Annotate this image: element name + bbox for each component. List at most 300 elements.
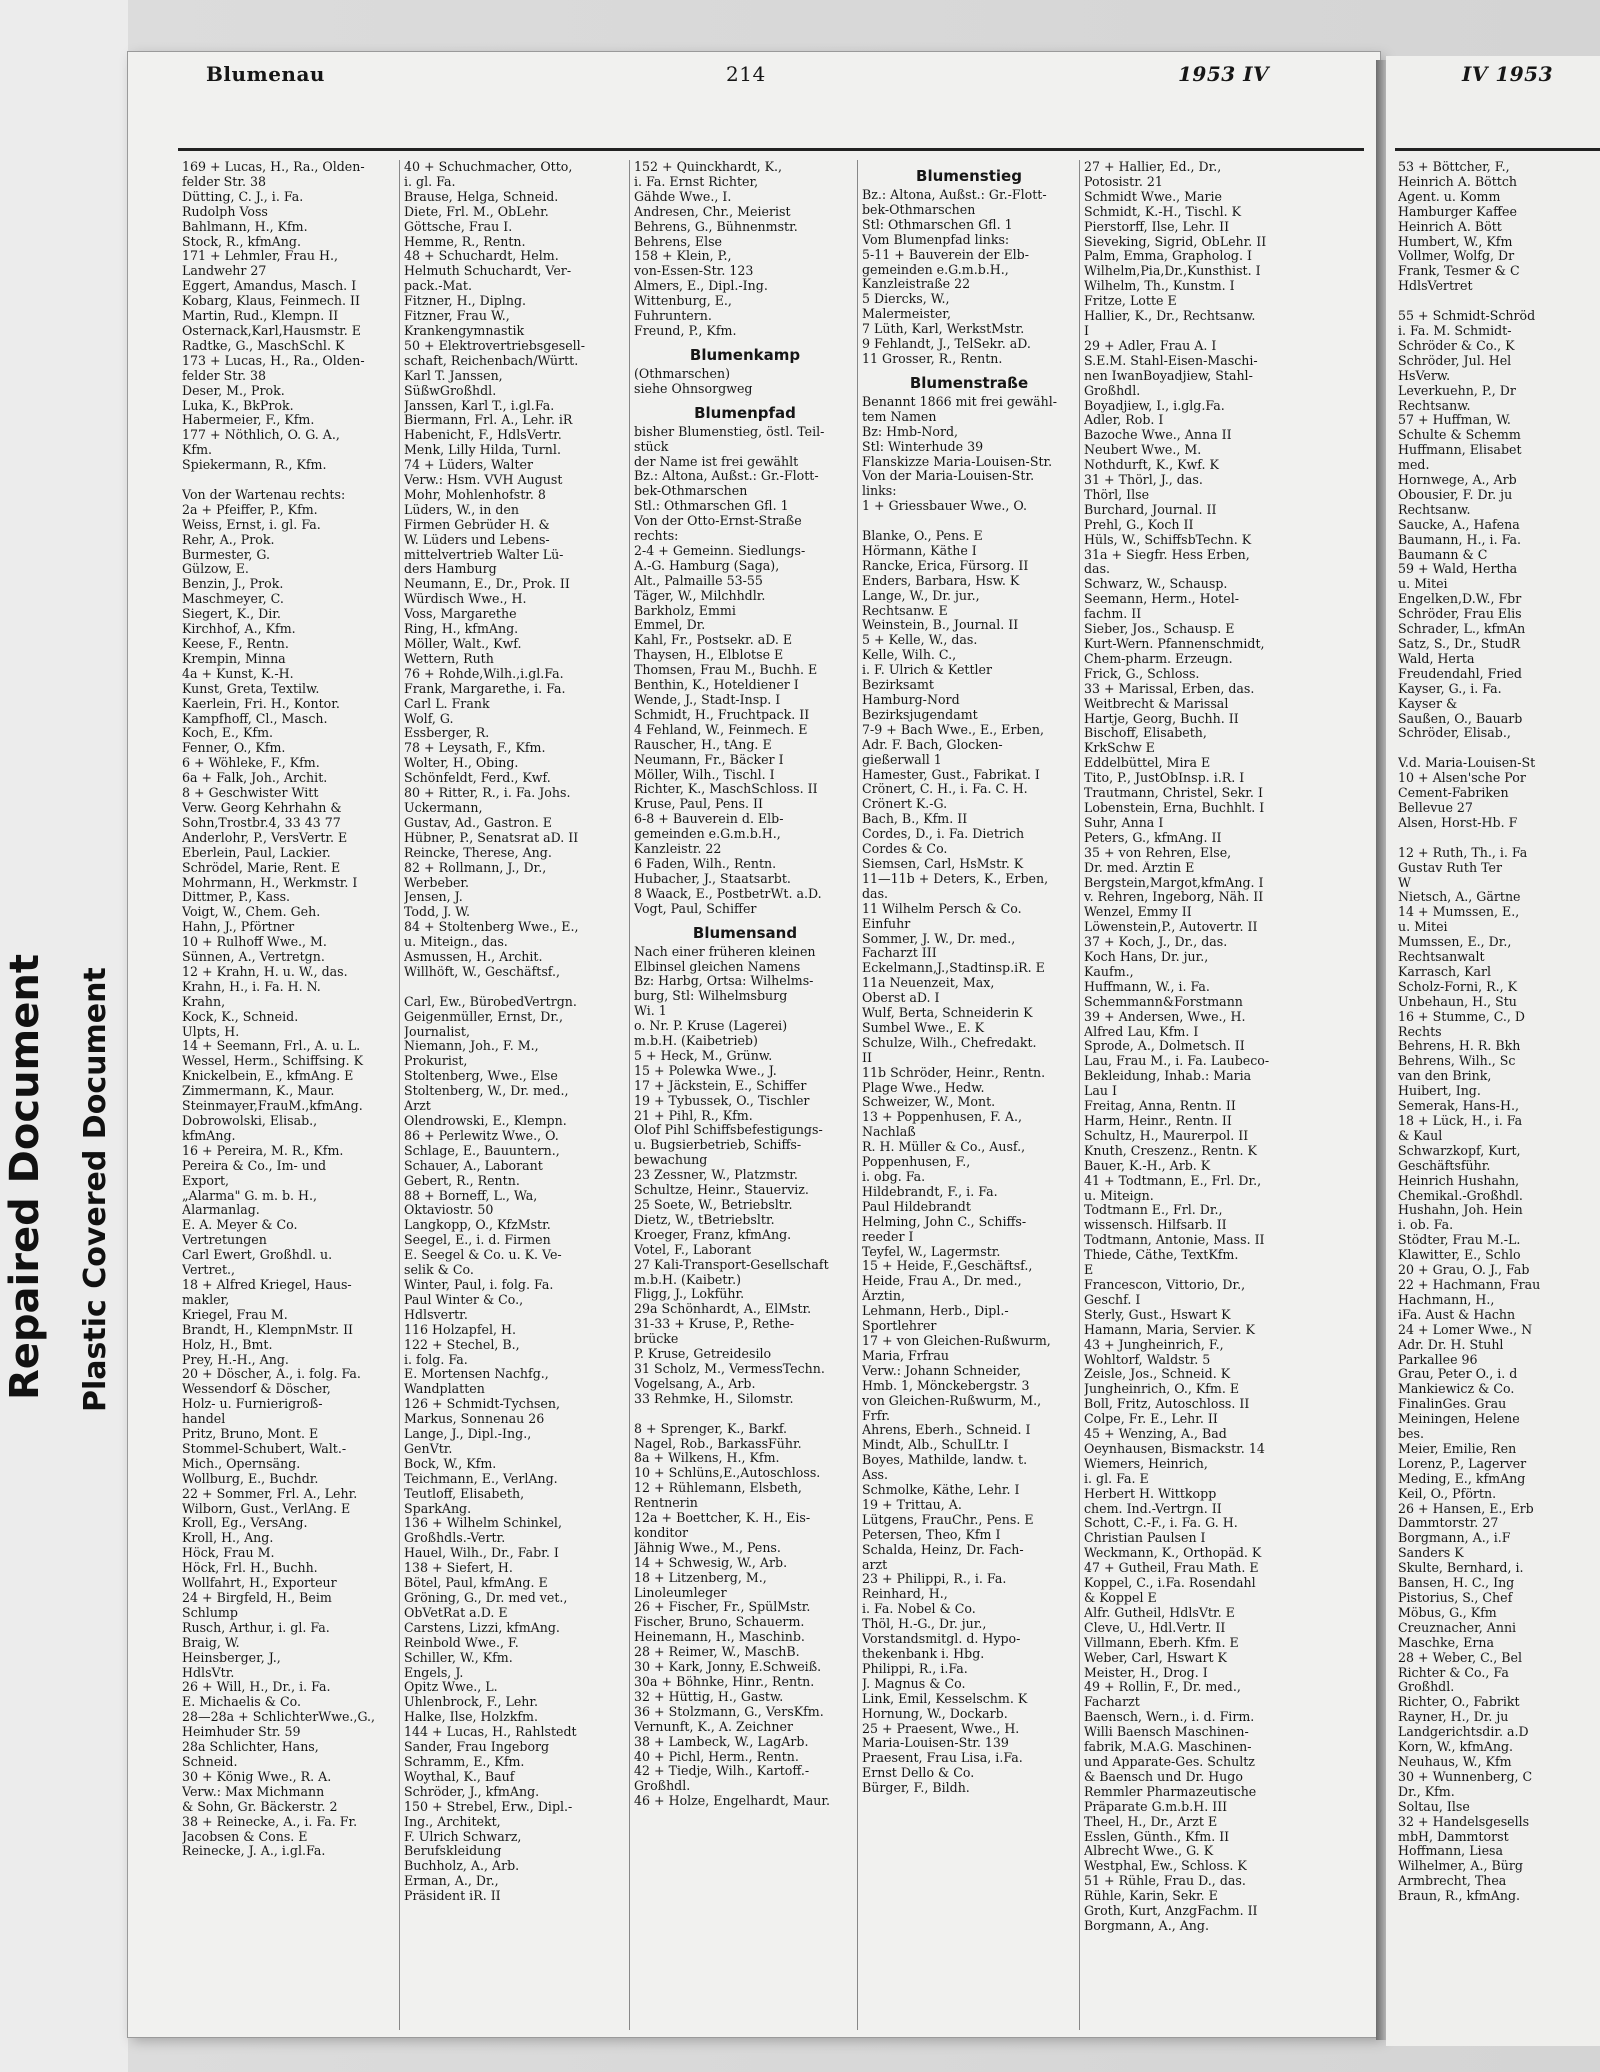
directory-line: Schiller, W., Kfm.	[404, 1650, 513, 1665]
directory-line: bewachung	[634, 1153, 708, 1168]
directory-line: Verw.: Johann Schneider,	[862, 1363, 1021, 1378]
directory-line: Sportlehrer	[862, 1319, 937, 1334]
directory-line: 11 Grosser, R., Rentn.	[862, 351, 1003, 366]
directory-line: Schlump	[182, 1605, 238, 1620]
directory-line: KrkSchw E	[1084, 741, 1155, 756]
directory-line: Schröder, Jul. Hel	[1398, 353, 1512, 368]
side-label-plastic: Plastic Covered Document	[78, 967, 113, 1412]
directory-line: 24 + Lomer Wwe., N	[1398, 1322, 1533, 1337]
directory-line: Wilborn, Gust., VerlAng. E	[182, 1501, 351, 1516]
directory-line: Landgerichtsdir. a.D	[1398, 1725, 1529, 1740]
directory-line: mittelvertrieb Walter Lü-	[404, 547, 564, 562]
directory-line: nen IwanBoyadjiew, Stahl-	[1084, 368, 1253, 383]
text-column-3	[634, 160, 856, 2030]
directory-line: Freudendahl, Fried	[1398, 666, 1522, 681]
directory-line: Kroll, H., Ang.	[182, 1531, 274, 1546]
directory-line: Obousier, F. Dr. ju	[1398, 487, 1513, 502]
directory-line: Elbinsel gleichen Namens	[634, 959, 801, 974]
directory-line: 36 + Stolzmann, G., VersKfm.	[634, 1704, 824, 1719]
directory-line: Adr. Dr. H. Stuhl	[1398, 1337, 1504, 1352]
directory-line: Trautmann, Christel, Sekr. I	[1084, 786, 1263, 801]
directory-line: Westphal, Ew., Schloss. K	[1084, 1859, 1247, 1874]
directory-line: Neumann, Fr., Bäcker I	[634, 752, 784, 767]
directory-line: Hartje, Georg, Buchh. II	[1084, 711, 1239, 726]
column-divider	[857, 160, 858, 2030]
directory-line: Meier, Emilie, Ren	[1398, 1441, 1517, 1456]
directory-line: Kayser, G., i. Fa.	[1398, 681, 1502, 696]
text-column-4	[862, 160, 1076, 2030]
directory-line: 38 + Reinecke, A., i. Fa. Fr.	[182, 1814, 358, 1829]
directory-line: Dobrowolski, Elisab.,	[182, 1114, 318, 1128]
directory-line: Rechtsanw.	[1398, 398, 1471, 413]
directory-line: Mankiewicz & Co.	[1398, 1382, 1515, 1397]
directory-line: Voigt, W., Chem. Geh.	[182, 905, 321, 920]
directory-line: Rechtsanwalt	[1398, 950, 1485, 965]
directory-line: Prehl, G., Koch II	[1084, 517, 1194, 532]
directory-line: Kanzleistraße 22	[862, 277, 971, 292]
directory-line: Stl: Othmarschen Gfl. 1	[862, 217, 1013, 232]
directory-line: W. Lüders und Lebens-	[404, 532, 550, 547]
directory-line: 27 Kali-Transport-Gesellschaft	[634, 1257, 829, 1272]
directory-line: 20 + Grau, O. J., Fab	[1398, 1263, 1530, 1278]
directory-line: 6-8 + Bauverein d. Elb-	[634, 812, 784, 827]
directory-line: 40 + Schuchmacher, Otto,	[404, 160, 573, 174]
directory-line: Flanskizze Maria-Louisen-Str.	[862, 454, 1053, 469]
directory-line: 82 + Rollmann, J., Dr.,	[404, 860, 547, 875]
directory-line: 4a + Kunst, K.-H.	[182, 666, 294, 681]
header-rule	[178, 148, 1364, 151]
directory-line: Humbert, W., Kfm	[1398, 234, 1513, 249]
directory-line: von-Essen-Str. 123	[634, 264, 754, 279]
directory-line: m.b.H. (Kaibetr.)	[634, 1272, 741, 1287]
directory-line: i. ob. Fa.	[1398, 1218, 1454, 1233]
directory-line: 74 + Lüders, Walter	[404, 458, 533, 473]
directory-line: Schröder & Co., K	[1398, 338, 1515, 353]
directory-line: Fischer, Bruno, Schauerm.	[634, 1615, 805, 1630]
directory-line: o. Nr. P. Kruse (Lagerei)	[634, 1019, 788, 1034]
directory-line: Teyfel, W., Lagermstr.	[862, 1244, 1001, 1259]
directory-line: Sander, Frau Ingeborg	[404, 1740, 550, 1755]
directory-line: 2-4 + Gemeinn. Siedlungs-	[634, 543, 806, 558]
street-heading: Blumenkamp	[689, 345, 801, 364]
directory-line: Philippi, R., i.Fa.	[862, 1661, 968, 1676]
directory-line: Chem-pharm. Erzeugn.	[1084, 651, 1233, 666]
directory-line: Facharzt	[1084, 1695, 1140, 1710]
directory-line: Thöl, H.-G., Dr. jur.,	[862, 1617, 987, 1632]
directory-line: Adler, Rob. I	[1084, 413, 1164, 428]
directory-line: Remmler Pharmazeutische	[1084, 1784, 1257, 1799]
directory-line: 40 + Pichl, Herm., Rentn.	[634, 1749, 799, 1764]
directory-line: Maria, Frfrau	[862, 1348, 950, 1363]
directory-line: Kurt-Wern. Pfannenschmidt,	[1084, 637, 1265, 651]
directory-line: 20 + Döscher, A., i. folg. Fa.	[182, 1367, 361, 1382]
directory-line: 14 + Mumssen, E.,	[1398, 905, 1520, 920]
directory-line: Wandplatten	[404, 1382, 485, 1397]
directory-line: siehe Ohnsorgweg	[634, 381, 753, 396]
column-divider	[399, 160, 400, 2030]
directory-line: Uhlenbrock, F., Lehr.	[404, 1695, 539, 1710]
directory-line: 14 + Seemann, Frl., A. u. L.	[182, 1039, 361, 1054]
directory-line: Maria-Louisen-Str. 139	[862, 1736, 1009, 1751]
directory-line: 31-33 + Kruse, P., Rethe-	[634, 1317, 795, 1332]
directory-line: Schmidt, K.-H., Tischl. K	[1084, 204, 1242, 219]
directory-line: Cement-Fabriken	[1398, 786, 1509, 801]
directory-line: Schultz, H., Maurerpol. II	[1084, 1128, 1249, 1143]
directory-line: Lorenz, P., Lagerver	[1398, 1456, 1527, 1471]
directory-line: Hornung, W., Dockarb.	[862, 1706, 1008, 1721]
directory-line: & Kaul	[1398, 1128, 1443, 1143]
directory-line: Firmen Gebrüder H. &	[404, 517, 550, 532]
directory-line: 8 + Geschwister Witt	[182, 786, 319, 801]
directory-line: Richter & Co., Fa	[1398, 1665, 1509, 1680]
directory-line: Soltau, Ilse	[1398, 1799, 1470, 1814]
directory-line: Bauer, K.-H., Arb. K	[1084, 1158, 1211, 1173]
directory-line: Boll, Fritz, Autoschloss. II	[1084, 1397, 1250, 1412]
directory-line: Wolf, G.	[404, 711, 454, 726]
directory-line: 18 + Lück, H., i. Fa	[1398, 1114, 1523, 1128]
directory-line: 55 + Schmidt-Schröd	[1398, 309, 1536, 324]
directory-line: Lobenstein, Erna, Buchhlt. I	[1084, 800, 1265, 815]
directory-line: 88 + Borneff, L., Wa,	[404, 1188, 538, 1203]
directory-line: & Sohn, Gr. Bäckerstr. 2	[182, 1799, 338, 1814]
directory-line: 43 + Jungheinrich, F.,	[1084, 1337, 1224, 1352]
directory-line: Eddelbüttel, Mira E	[1084, 756, 1211, 771]
directory-line: u. Mitei	[1398, 577, 1448, 592]
directory-line: Bezirksjugendamt	[862, 707, 978, 722]
directory-line: Scholz-Forni, R., K	[1398, 979, 1517, 994]
directory-line: 86 + Perlewitz Wwe., O.	[404, 1128, 559, 1143]
directory-line: Alsen, Horst-Hb. F	[1398, 815, 1518, 830]
directory-line: 42 + Tiedje, Wilh., Kartoff.-	[634, 1764, 810, 1779]
directory-line: von Gleichen-Rußwurm, M.,	[862, 1393, 1042, 1408]
directory-line: 7-9 + Bach Wwe., E., Erben,	[862, 722, 1045, 737]
directory-line: Stödter, Frau M.-L.	[1398, 1233, 1521, 1248]
directory-line: Koppel, C., i.Fa. Rosendahl	[1084, 1576, 1256, 1591]
directory-line: das.	[862, 886, 889, 901]
directory-line: Sumbel Wwe., E. K	[862, 1020, 985, 1035]
directory-line: schaft, Reichenbach/Württ.	[404, 353, 579, 368]
directory-line: Willhöft, W., Geschäftsf.,	[404, 964, 561, 979]
directory-line: 17 + Jäckstein, E., Schiffer	[634, 1078, 807, 1093]
text-column-2	[404, 160, 626, 2030]
directory-line: 169 + Lucas, H., Ra., Olden-	[182, 160, 365, 174]
directory-line: Wettern, Ruth	[404, 651, 494, 666]
directory-line: Erman, A., Dr.,	[404, 1874, 499, 1889]
directory-line: Hamburger Kaffee	[1398, 204, 1517, 219]
directory-line: Satz, S., Dr., StudR	[1398, 637, 1521, 651]
directory-line: Koch Hans, Dr. jur.,	[1084, 950, 1209, 965]
directory-line: Freund, P., Kfm.	[634, 323, 737, 338]
directory-line: Enders, Barbara, Hsw. K	[862, 573, 1020, 588]
directory-line: Bezirksamt	[862, 678, 934, 693]
directory-line: i. gl. Fa.	[404, 174, 456, 189]
directory-line: Hübner, P., Senatsrat aD. II	[404, 830, 579, 845]
facing-header-rule	[1395, 148, 1600, 151]
directory-line: Nagel, Rob., BarkassFühr.	[634, 1436, 802, 1451]
directory-line: Neubert Wwe., M.	[1084, 443, 1202, 458]
directory-line: HdlsVtr.	[182, 1665, 235, 1680]
directory-line: Ulpts, H.	[182, 1024, 240, 1039]
directory-line: & Baensch und Dr. Hugo	[1084, 1769, 1243, 1784]
directory-line: Großhdl.	[1084, 383, 1141, 398]
directory-line: rechts:	[634, 529, 679, 544]
directory-line: Rayner, H., Dr. ju	[1398, 1710, 1509, 1725]
directory-line: 30 + König Wwe., R. A.	[182, 1769, 332, 1784]
directory-line: FinalinGes. Grau	[1398, 1397, 1507, 1412]
directory-line: Kriegel, Frau M.	[182, 1307, 288, 1322]
street-heading: Blumenstieg	[916, 167, 1022, 185]
directory-line: Todtmann E., Frl. Dr.,	[1084, 1203, 1223, 1218]
directory-line: Skulte, Bernhard, i.	[1398, 1561, 1524, 1576]
directory-line: Luka, K., BkProk.	[182, 398, 294, 413]
directory-line: Behrens, Else	[634, 234, 723, 249]
directory-line: E. Seegel & Co. u. K. Ve-	[404, 1248, 562, 1263]
directory-line: 28 + Weber, C., Bel	[1398, 1650, 1523, 1665]
directory-line: Dütting, C. J., i. Fa.	[182, 189, 304, 204]
directory-line: 4 Fehland, W., Feinmech. E	[634, 722, 808, 737]
directory-line: Hornwege, A., Arb	[1398, 473, 1517, 488]
directory-line: 10 + Alsen'sche Por	[1398, 771, 1526, 786]
directory-line: Heide, Frau A., Dr. med.,	[862, 1274, 1022, 1289]
directory-line: 122 + Stechel, B.,	[404, 1337, 520, 1352]
directory-line: Stock, R., kfmAng.	[182, 234, 301, 249]
directory-line: 33 + Marissal, Erben, das.	[1084, 681, 1255, 696]
directory-line: gemeinden e.G.m.b.H.,	[634, 827, 781, 842]
directory-line: Weitbrecht & Marissal	[1084, 696, 1229, 711]
directory-line: Ärztin,	[862, 1289, 905, 1304]
directory-line: brücke	[634, 1332, 679, 1347]
text-column-1	[182, 160, 396, 2030]
page-number: 214	[726, 62, 766, 86]
directory-line: Hörmann, Käthe I	[862, 543, 977, 558]
directory-line: Diete, Frl. M., ObLehr.	[404, 204, 549, 219]
directory-line: u. Miteign., das.	[404, 935, 508, 950]
directory-line: 35 + von Rehren, Else,	[1084, 845, 1232, 860]
directory-line: 16 + Stumme, C., D	[1398, 1009, 1526, 1024]
directory-line: Schmidt Wwe., Marie	[1084, 189, 1222, 204]
directory-line: Jacobsen & Cons. E	[182, 1829, 308, 1844]
directory-line: 18 + Litzenberg, M.,	[634, 1570, 767, 1585]
directory-line: 28a Schlichter, Hans,	[182, 1740, 319, 1755]
directory-line: J. Magnus & Co.	[862, 1676, 966, 1691]
directory-line: 16 + Pereira, M. R., Kfm.	[182, 1143, 344, 1158]
directory-line: 8a + Wilkens, H., Kfm.	[634, 1451, 780, 1466]
directory-line: Engelken,D.W., Fbr	[1398, 592, 1522, 607]
directory-line: E	[1084, 1263, 1094, 1278]
directory-line: Göttsche, Frau I.	[404, 219, 513, 234]
directory-line: Theel, H., Dr., Arzt E	[1084, 1814, 1218, 1829]
directory-line: Möbus, G., Kfm	[1398, 1605, 1497, 1620]
page-title: Blumenau	[206, 62, 325, 86]
directory-line: bek-Othmarschen	[634, 484, 748, 499]
directory-line: Mindt, Alb., SchulLtr. I	[862, 1438, 1009, 1453]
directory-line: Gülzow, E.	[182, 562, 249, 577]
directory-line: Wessendorf & Döscher,	[182, 1382, 331, 1397]
directory-line: Schmolke, Käthe, Lehr. I	[862, 1483, 1020, 1498]
directory-line: thekenbank i. Hbg.	[862, 1647, 985, 1661]
directory-line: Francescon, Vittorio, Dr.,	[1084, 1277, 1246, 1292]
directory-line: 29 + Adler, Frau A. I	[1084, 338, 1217, 353]
directory-line: Benzin, J., Prok.	[182, 577, 284, 592]
directory-line: Schemmann&Forstmann	[1084, 994, 1243, 1009]
directory-line: Oberst aD. I	[862, 991, 940, 1006]
directory-line: Stl.: Othmarschen Gfl. 1	[634, 499, 789, 514]
directory-line: i. Fa. M. Schmidt-	[1398, 323, 1512, 338]
directory-line: I	[1084, 323, 1089, 338]
directory-line: Kobarg, Klaus, Feinmech. II	[182, 294, 360, 309]
street-heading: Blumensand	[692, 923, 798, 942]
street-heading: Blumenpfad	[694, 403, 796, 422]
directory-line: Kruse, Paul, Pens. II	[634, 797, 763, 812]
directory-line: W	[1398, 875, 1411, 890]
directory-line: 18 + Alfred Kriegel, Haus-	[182, 1277, 352, 1292]
directory-line: Mumssen, E., Dr.,	[1398, 935, 1512, 950]
directory-line: Frfr.	[862, 1408, 891, 1423]
directory-line: Krankengymnastik	[404, 323, 525, 338]
directory-line: Wenzel, Emmy II	[1084, 905, 1192, 920]
directory-line: 11—11b + Deters, K., Erben,	[862, 871, 1049, 886]
directory-line: Olendrowski, E., Klempn.	[404, 1114, 567, 1128]
directory-line: handel	[182, 1412, 226, 1427]
directory-line: Vogt, Paul, Schiffer	[634, 901, 757, 916]
directory-line: Winter, Paul, i. folg. Fa.	[404, 1277, 554, 1292]
directory-line: 1 + Griessbauer Wwe., O.	[862, 499, 1027, 514]
directory-line: Helming, John C., Schiffs-	[862, 1214, 1027, 1229]
directory-line: Großhdl.	[634, 1779, 691, 1794]
directory-line: Geschf. I	[1084, 1292, 1141, 1307]
directory-line: Huffmann, Elisabet	[1398, 443, 1522, 458]
directory-line: 8 Waack, E., PostbetrWt. a.D.	[634, 886, 822, 901]
directory-line: Reinhard, H.,	[862, 1587, 948, 1602]
directory-line: Sterly, Gust., Hswart K	[1084, 1307, 1231, 1322]
directory-line: Weinstein, B., Journal. II	[862, 618, 1019, 633]
directory-line: Benannt 1866 mit frei gewähl-	[862, 394, 1058, 409]
directory-line: ObVetRat a.D. E	[404, 1605, 508, 1620]
directory-line: Jensen, J.	[404, 890, 463, 905]
directory-line: chem. Ind.-Vertrgn. II	[1084, 1501, 1222, 1516]
directory-line: Tito, P., JustObInsp. i.R. I	[1084, 771, 1245, 786]
directory-line: Kahl, Fr., Postsekr. aD. E	[634, 633, 793, 648]
directory-line: Borgmann, A., Ang.	[1084, 1918, 1209, 1933]
directory-line: 47 + Gutheil, Frau Math. E	[1084, 1561, 1259, 1576]
directory-line: 150 + Strebel, Erw., Dipl.-	[404, 1799, 573, 1814]
directory-line: Bach, B., Kfm. II	[862, 812, 968, 827]
directory-line: 171 + Lehmler, Frau H.,	[182, 249, 338, 264]
directory-line: Koch, E., Kfm.	[182, 726, 274, 741]
directory-line: Schramm, E., Kfm.	[404, 1754, 525, 1769]
directory-line: i. Fa. Nobel & Co.	[862, 1602, 976, 1617]
directory-line: Journalist,	[404, 1024, 470, 1039]
directory-line: 22 + Sommer, Frl. A., Lehr.	[182, 1486, 358, 1501]
directory-line: Behrens, G., Bühnenmstr.	[634, 219, 798, 234]
directory-line: 7 Lüth, Karl, WerkstMstr.	[862, 322, 1025, 337]
directory-line: Klawitter, E., Schlo	[1398, 1248, 1521, 1263]
directory-line: Zeisle, Jos., Schneid. K	[1084, 1367, 1231, 1382]
directory-line: Carl Ewert, Großhdl. u.	[182, 1248, 333, 1263]
directory-line: Hallier, K., Dr., Rechtsanw.	[1084, 309, 1256, 324]
directory-line: Alt., Palmaille 53-55	[634, 573, 763, 588]
directory-line: Groth, Kurt, AnzgFachm. II	[1084, 1904, 1258, 1919]
directory-line: Votel, F., Laborant	[634, 1242, 752, 1257]
directory-line: Grau, Peter O., i. d	[1398, 1367, 1518, 1382]
directory-line: Burchard, Journal. II	[1084, 502, 1217, 517]
directory-line: 11a Neuenzeit, Max,	[862, 976, 995, 991]
directory-line	[634, 1407, 856, 1422]
directory-line: Arzt	[404, 1099, 431, 1114]
directory-line: Nach einer früheren kleinen	[634, 944, 816, 959]
directory-line: Menk, Lilly Hilda, Turnl.	[404, 443, 561, 458]
directory-line: u. Mitei	[1398, 920, 1448, 935]
directory-line: Verw.: Max Michmann	[182, 1784, 325, 1799]
directory-line: Benthin, K., Hoteldiener I	[634, 678, 799, 693]
directory-line: Poppenhusen, F.,	[862, 1155, 971, 1170]
directory-line: Kirchhof, A., Kfm.	[182, 622, 296, 637]
directory-line: Potosistr. 21	[1084, 174, 1163, 189]
directory-line: Herbert H. Wittkopp	[1084, 1486, 1217, 1501]
directory-line: Olof Pihl Schiffsbefestigungs-	[634, 1123, 823, 1138]
directory-line: GenVtr.	[404, 1441, 453, 1456]
directory-line: 30 + Kark, Jonny, E.Schweiß.	[634, 1660, 822, 1675]
directory-line: bek-Othmarschen	[862, 202, 976, 217]
directory-line: fabrik, M.A.G. Maschinen-	[1084, 1740, 1252, 1755]
directory-line: 12 + Ruth, Th., i. Fa	[1398, 845, 1528, 860]
directory-line: 48 + Schuchardt, Helm.	[404, 249, 559, 264]
directory-line: u. Bugsierbetrieb, Schiffs-	[634, 1138, 802, 1153]
directory-line: Verw.: Hsm. VVH August	[404, 473, 563, 488]
directory-line: 25 Soete, W., Betriebsltr.	[634, 1198, 793, 1212]
directory-line: Präsident iR. II	[404, 1889, 501, 1904]
directory-line: Geschäftsführ.	[1398, 1158, 1491, 1173]
directory-line: Semerak, Hans-H.,	[1398, 1099, 1519, 1114]
directory-line: 6a + Falk, Joh., Archit.	[182, 771, 328, 786]
directory-line	[862, 514, 1076, 529]
directory-line: Hüls, W., SchiffsbTechn. K	[1084, 532, 1252, 547]
directory-line: 30 + Wunnenberg, C	[1398, 1769, 1533, 1784]
directory-line: 46 + Holze, Engelhardt, Maur.	[634, 1794, 831, 1809]
directory-line: Wilhelm, Th., Kunstm. I	[1084, 279, 1235, 294]
directory-line: Schott, C.-F., i. Fa. G. H.	[1084, 1516, 1238, 1531]
directory-line: Saucke, A., Hafena	[1398, 517, 1520, 532]
directory-line: E. A. Meyer & Co.	[182, 1218, 298, 1233]
directory-line: Korn, W., kfmAng.	[1398, 1740, 1514, 1755]
directory-line: Frank, Tesmer & C	[1398, 264, 1520, 279]
directory-line: Esslen, Günth., Kfm. II	[1084, 1829, 1230, 1844]
directory-line: Rauscher, H., tAng. E	[634, 737, 772, 752]
directory-line: Almers, E., Dipl.-Ing.	[634, 279, 768, 294]
directory-line: Facharzt III	[862, 946, 937, 961]
directory-line: 30a + Böhnke, Hinr., Rentn.	[634, 1675, 815, 1689]
directory-line: Hemme, R., Rentn.	[404, 234, 526, 249]
directory-line: Peters, G., kfmAng. II	[1084, 830, 1222, 845]
directory-line: Bahlmann, H., Kfm.	[182, 219, 308, 234]
directory-line: Radtke, G., MaschSchl. K	[182, 338, 345, 353]
directory-line: Wessel, Herm., Schiffsing. K	[182, 1054, 364, 1069]
directory-line: Schalda, Heinz, Dr. Fach-	[862, 1542, 1024, 1557]
directory-line: Weber, Carl, Hswart K	[1084, 1650, 1227, 1665]
directory-line: Präparate G.m.b.H. III	[1084, 1799, 1228, 1814]
directory-line: Stoltenberg, W., Dr. med.,	[404, 1084, 569, 1099]
directory-line: Blanke, O., Pens. E	[862, 529, 983, 544]
directory-line: Carl L. Frank	[404, 696, 490, 711]
directory-line: Export,	[182, 1173, 230, 1188]
directory-line: Täger, W., Milchhdlr.	[634, 588, 766, 603]
directory-line: Saußen, O., Bauarb	[1398, 711, 1523, 726]
directory-line: Martin, Rud., Klempn. II	[182, 309, 339, 324]
directory-line: Mohrmann, H., Werkmstr. I	[182, 875, 358, 890]
directory-line: Huibert, Ing.	[1398, 1084, 1481, 1099]
directory-line: 5 + Kelle, W., das.	[862, 633, 978, 648]
directory-line: Lüders, W., in den	[404, 502, 519, 517]
